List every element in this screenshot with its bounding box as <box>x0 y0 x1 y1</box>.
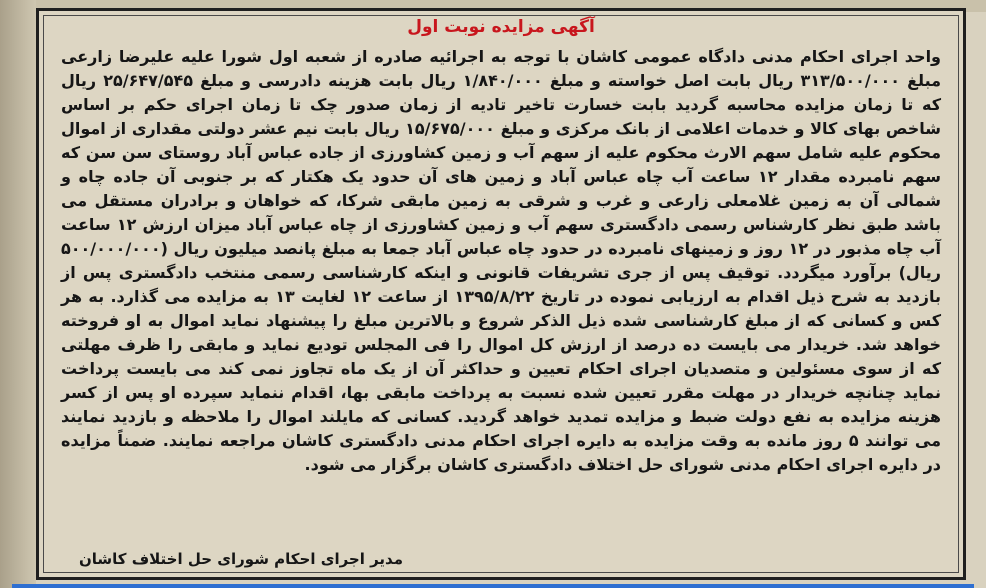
notice-title: آگهی مزایده نوبت اول <box>407 17 595 37</box>
notice-body: واحد اجرای احکام مدنی دادگاه عمومی کاشان با توجه به اجرائیه صادره از شعبه اول شورا علیه علیرضا زارعی مبلغ ۳۱۳/۵۰۰/۰۰۰ ریال بابت اصل خواسته و مبلغ ۱/۸۴۰/۰۰۰ ریال بابت هزینه دادرسی و مبلغ ۲۵/۶۴۷/۵۴۵ ریال که تا زمان مزایده محاسبه گردید بابت خسارت تاخیر تادیه از زمان صدور چک تا زمان اجرای حکم بر اساس شاخص بهای کالا و خدمات اعلامی از بانک مرکزی و مبلغ ۱۵/۶۷۵/۰۰۰ ریال بابت نیم عشر دولتی مقداری از اموال محکوم علیه شامل سهم الارث محکوم علیه از سهم آب و زمین کشاورزی از جاده عباس آباد روستای سن سن که سهم نامبرده مقدار ۱۲ ساعت آب چاه عباس آباد و زمین های آن حدود یک هکتار که بر جنوبی آن جاده چاه و شمالی آن به زمین غلامعلی زارعی و غرب و شرقی به زمین مابقی شرکا، که خواهان و برادران مستقل می باشد طبق نظر کارشناس رسمی دادگستری سهم آب و زمین کشاورزی از چاه عباس آباد میزان ارزش ۱۲ ساعت آب چاه مذبور در ۱۲ روز و زمینهای نامبرده در حدود چاه عباس آباد جمعا به مبلغ پانصد میلیون ریال (۵۰۰/۰۰۰/۰۰۰ ریال) برآورد میگردد. توقیف پس از جری تشریفات قانونی و اینکه کارشناسی رسمی منتخب دادگستری پس از بازدید به شرح ذیل اقدام به ارزیابی نموده در تاریخ ۱۳۹۵/۸/۲۲ از ساعت ۱۲ لغایت ۱۳ به مزایده می گذارد. به هر کس و کسانی که از مبلغ کارشناسی شده ذیل الذکر شروع و بالاترین مبلغ را پیشنهاد نماید اموال به او فروخته خواهد شد. خریدار می بایست ده درصد از ارزش کل اموال را فی المجلس تودیع نماید و مابقی را ظرف مهلتی که از سوی مسئولین و متصدیان اجرای احکام تعیین و حداکثر آن از یک ماه تجاوز نمی کند می بایست پرداخت نماید چنانچه خریدار در مهلت مقرر تعیین شده نسبت به پرداخت مابقی بها، اقدام ننماید سپرده او پس از کسر هزینه مزایده به نفع دولت ضبط و مزایده تمدید خواهد گردید. کسانی که مایلند اموال را ملاحظه و بازدید نمایند می توانند ۵ روز مانده به وقت مزایده به دایره اجرای احکام مدنی دادگستری کاشان مراجعه نمایند. ضمناً مزایده در دایره اجرای احکام مدنی شورای حل اختلاف دادگستری کاشان برگزار می شود. <box>61 47 942 474</box>
notice-frame <box>36 8 966 580</box>
page-left-shadow <box>0 0 36 588</box>
bottom-blue-bar <box>12 584 974 588</box>
notice-signature: مدیر اجرای احکام شورای حل اختلاف کاشان <box>78 550 403 568</box>
